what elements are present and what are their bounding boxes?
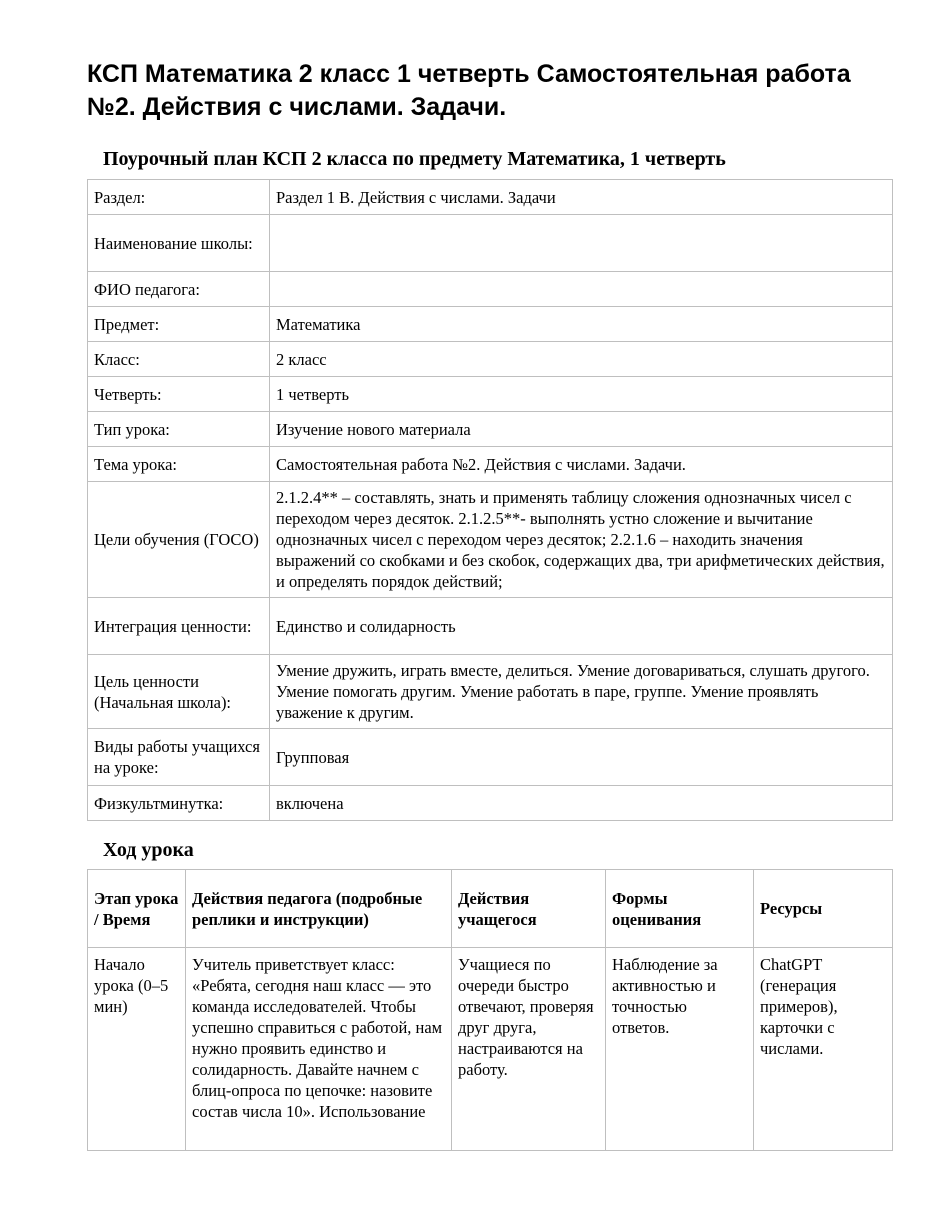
plan-row	[88, 180, 893, 215]
header-resources: Ресурсы	[754, 870, 893, 948]
plan-row-value: 2 класс	[270, 342, 893, 377]
lesson-row	[88, 948, 893, 1151]
plan-row	[88, 272, 893, 307]
header-teacher: Действия педагога (подробные реплики и инструкции)	[186, 870, 452, 948]
page-title: КСП Математика 2 класс 1 четверть Самостоятельная работа №2. Действия с числами. Задачи.	[87, 60, 851, 121]
plan-row-value: Умение дружить, играть вместе, делиться. Умение договариваться, слушать другого. Умение помогать другим. Умение работать в паре, группе. Умение проявлять уважение к другим.	[270, 655, 893, 729]
plan-row	[88, 729, 893, 786]
plan-row-value: 2.1.2.4** – составлять, знать и применять таблицу сложения однозначных чисел с переходом через десяток. 2.1.2.5**- выполнять устно сложение и вычитание однозначных чисел с переходом через десяток; 2.2.1.6 – находить значения выражений со скобками и без скобок, содержащих два, три арифметических действия, и определять порядок действий;	[270, 482, 893, 598]
lesson-teacher-actions: Учитель приветствует класс: «Ребята, сегодня наш класс — это команда исследователей. Чтобы успешно справиться с работой, нам нужно проявить единство и солидарность. Давайте начнем с блиц-опроса по цепочке: назовите состав числа 10». Использование	[186, 948, 452, 1151]
plan-row	[88, 447, 893, 482]
plan-row-label: Предмет:	[88, 307, 270, 342]
plan-row-value: Групповая	[270, 729, 893, 786]
plan-row-value: Единство и солидарность	[270, 598, 893, 655]
plan-row-label: Раздел:	[88, 180, 270, 215]
plan-row-label: Виды работы учащихся на уроке:	[88, 729, 270, 786]
plan-row	[88, 412, 893, 447]
plan-row	[88, 482, 893, 598]
lesson-resources: ChatGPT (генерация примеров), карточки с числами.	[754, 948, 893, 1151]
lesson-header-row	[88, 870, 893, 948]
plan-row	[88, 598, 893, 655]
plan-row-label: Физкультминутка:	[88, 786, 270, 821]
plan-row-label: Интеграция ценности:	[88, 598, 270, 655]
lesson-heading: Ход урока	[103, 839, 194, 861]
plan-row-value: включена	[270, 786, 893, 821]
plan-row-label: Четверть:	[88, 377, 270, 412]
plan-row-label: Цель ценности (Начальная школа):	[88, 655, 270, 729]
plan-row-label: Тема урока:	[88, 447, 270, 482]
plan-row	[88, 377, 893, 412]
plan-row-label: Класс:	[88, 342, 270, 377]
plan-row-value	[270, 272, 893, 307]
plan-row-value	[270, 215, 893, 272]
plan-row-label: Наименование школы:	[88, 215, 270, 272]
lesson-table	[87, 869, 893, 1151]
plan-table	[87, 179, 893, 821]
plan-row-label: Тип урока:	[88, 412, 270, 447]
plan-row-label: Цели обучения (ГОСО)	[88, 482, 270, 598]
plan-row-value: Раздел 1 В. Действия с числами. Задачи	[270, 180, 893, 215]
lesson-stage: Начало урока (0–5 мин)	[88, 948, 186, 1151]
header-student: Действия учащегося	[452, 870, 606, 948]
plan-heading: Поурочный план КСП 2 класса по предмету Математика, 1 четверть	[103, 148, 726, 170]
plan-row-value: Математика	[270, 307, 893, 342]
lesson-assessment: Наблюдение за активностью и точностью ответов.	[606, 948, 754, 1151]
header-assessment: Формы оценивания	[606, 870, 754, 948]
plan-row	[88, 342, 893, 377]
plan-row-value: Самостоятельная работа №2. Действия с числами. Задачи.	[270, 447, 893, 482]
plan-row-value: 1 четверть	[270, 377, 893, 412]
plan-row-label: ФИО педагога:	[88, 272, 270, 307]
plan-row	[88, 786, 893, 821]
plan-row-value: Изучение нового материала	[270, 412, 893, 447]
lesson-student-actions: Учащиеся по очереди быстро отвечают, проверяя друг друга, настраиваются на работу.	[452, 948, 606, 1151]
plan-row	[88, 655, 893, 729]
plan-row	[88, 307, 893, 342]
header-stage: Этап урока / Время	[88, 870, 186, 948]
plan-row	[88, 215, 893, 272]
